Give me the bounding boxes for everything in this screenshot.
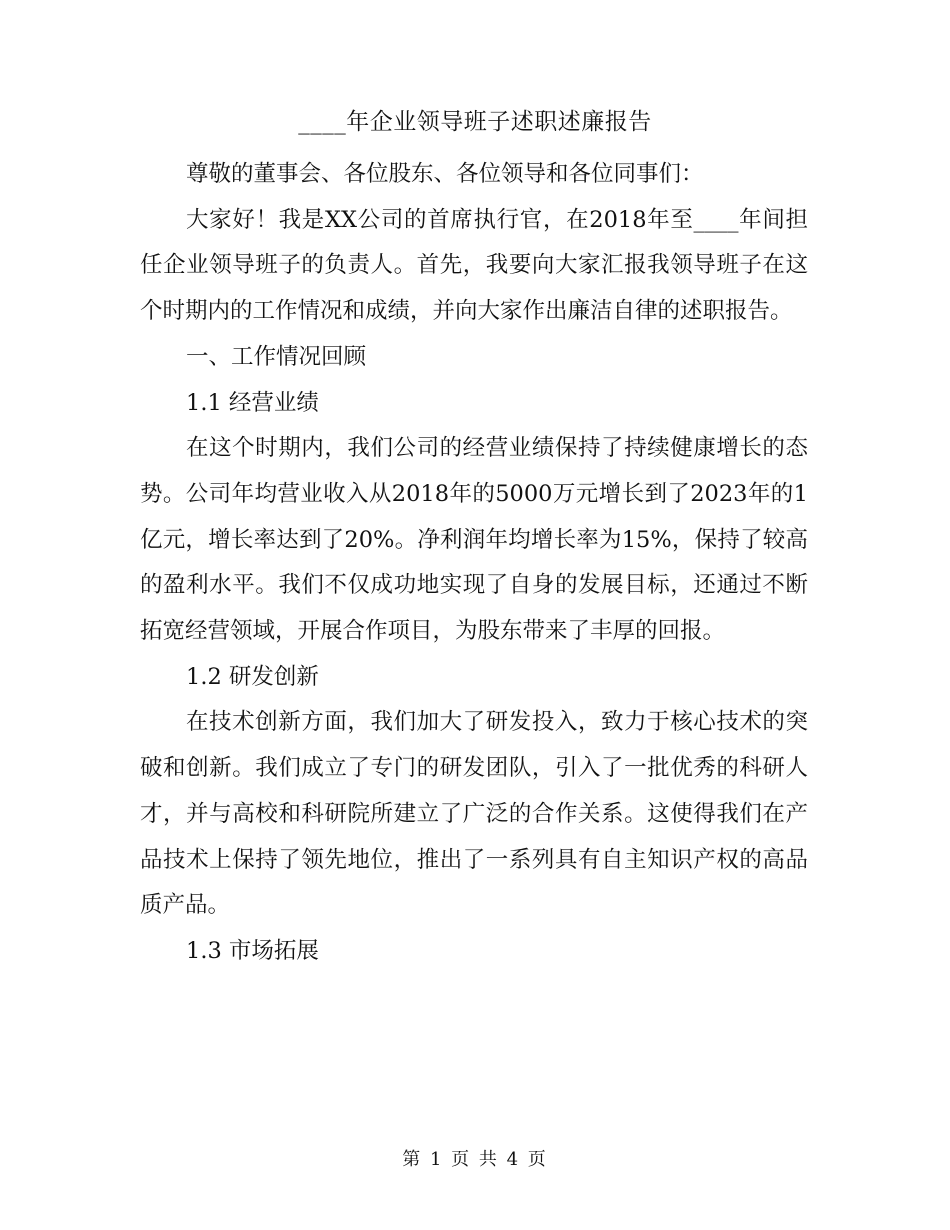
intro-paragraph: 大家好！我是XX公司的首席执行官，在2018年至____年间担任企业领导班子的负责人。首先，我要向大家汇报我领导班子在这个时期内的工作情况和成绩，并向大家作出廉洁自律的述职报告。 <box>140 206 808 325</box>
rnd-innovation-paragraph: 在技术创新方面，我们加大了研发投入，致力于核心技术的突破和创新。我们成立了专门的研发团队，引入了一批优秀的科研人才，并与高校和科研院所建立了广泛的合作关系。这使得我们在产品技术上保持了领先地位，推出了一系列具有自主知识产权的高品质产品。 <box>140 709 808 919</box>
subheading-rnd-innovation: 1.2 研发创新 <box>186 663 319 690</box>
business-performance-paragraph: 在这个时期内，我们公司的经营业绩保持了持续健康增长的态势。公司年均营业收入从2018年的5000万元增长到了2023年的1亿元，增长率达到了20%。净利润年均增长率为15%，保持了较高的盈利水平。我们不仅成功地实现了自身的发展目标，还通过不断拓宽经营领域，开展合作项目，为股东带来了丰厚的回报。 <box>140 435 808 645</box>
salutation-paragraph: 尊敬的董事会、各位股东、各位领导和各位同事们： <box>186 161 704 187</box>
document-body <box>140 152 808 975</box>
subheading-business-performance: 1.1 经营业绩 <box>186 389 319 416</box>
subheading-market-expansion: 1.3 市场拓展 <box>186 937 319 964</box>
section-heading-work-review: 一、工作情况回顾 <box>186 343 367 370</box>
page-number-footer: 第 1 页 共 4 页 <box>402 1149 548 1170</box>
document-title: ____年企业领导班子述职述廉报告 <box>298 109 652 135</box>
